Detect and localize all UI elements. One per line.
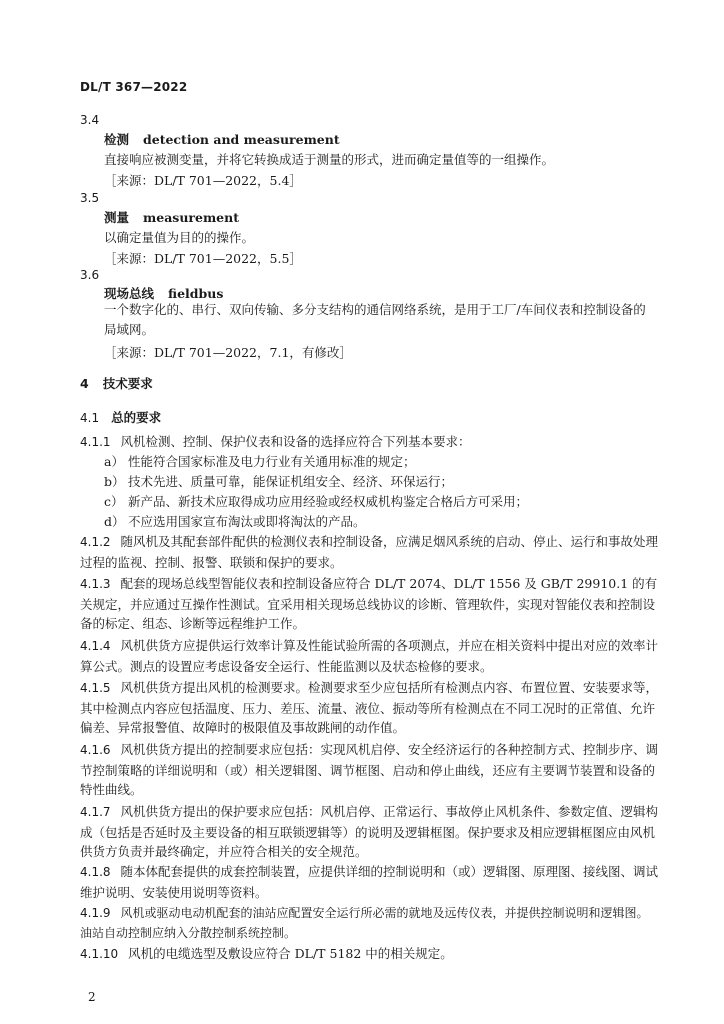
clause-4-1-3: 4.1.3 配套的现场总线型智能仪表和控制设备应符合 DL/T 2074、DL/T 1556 及 GB/T 29910.1 的有关规定，并应通过互操作性测试。宜采用相关现场总线协议的诊断、管理软件，实现对智能仪表和控制设备的标定、组态、诊断等远程维护工作。 xyxy=(80,576,658,631)
clause-4-1-8: 4.1.8 随本体配套提供的成套控制装置，应提供详细的控制说明和（或）逻辑图、原理图、接线图、调试维护说明、安装使用说明等资料。 xyxy=(80,864,659,900)
subsection-title: 总的要求 xyxy=(111,410,162,425)
term-en: detection and measurement xyxy=(143,132,340,147)
term-zh: 检测 xyxy=(104,132,130,147)
clause-4-1-1: 4.1.1 风机检测、控制、保护仪表和设备的选择应符合下列基本要求： xyxy=(80,434,471,449)
clause-4-1-6: 4.1.6 风机供货方提出的控制要求应包括：实现风机启停、安全经济运行的各种控制方式、控制步序、调节控制策略的详细说明和（或）相关逻辑图、调节框图、启动和停止曲线，还应有主要调节装置和设备的特性曲线。 xyxy=(80,742,659,797)
clause-4-1-5: 4.1.5 风机供货方提出风机的检测要求。检测要求至少应包括所有检测点内容、布置位置、安装要求等，其中检测点内容应包括温度、压力、差压、流量、液位、振动等所有检测点在不同工况时的正常值、允许偏差、异常报警值、故障时的极限值及事故跳闸的动作值。 xyxy=(80,680,659,735)
clause-text: 随本体配套提供的成套控制装置，应提供详细的控制说明和（或）逻辑图、原理图、接线图、调试维护说明、安装使用说明等资料。 xyxy=(80,864,659,900)
term-definition: 一个数字化的、串行、双向传输、多分支结构的通信网络系统，是用于工厂/车间仪表和控制设备的局域网。 xyxy=(104,302,646,337)
clause-text: 风机或驱动电动机配套的油站应配置安全运行所必需的就地及远传仪表，并提供控制说明和逻辑图。油站自动控制应纳入分散控制系统控制。 xyxy=(80,906,649,940)
clause-text: 风机供货方提出的保护要求应包括：风机启停、正常运行、事故停止风机条件、参数定值、逻辑构成（包括是否延时及主要设备的相互联锁逻辑等）的说明及逻辑框图。保护要求及相应逻辑框图应由风机供货方负责并最终确定，并应符合相关的安全规范。 xyxy=(80,804,659,859)
term-en: fieldbus xyxy=(168,286,224,301)
clause-4-1-2: 4.1.2 随风机及其配套部件配供的检测仪表和控制设备，应满足烟风系统的启动、停止、运行和事故处理过程的监视、控制、报警、联锁和保护的要求。 xyxy=(80,534,659,570)
term-number: 3.5 xyxy=(80,191,100,205)
term-number: 3.6 xyxy=(80,268,100,282)
term-zh: 现场总线 xyxy=(104,286,155,301)
clause-4-1-7: 4.1.7 风机供货方提出的保护要求应包括：风机启停、正常运行、事故停止风机条件、参数定值、逻辑构成（包括是否延时及主要设备的相互联锁逻辑等）的说明及逻辑框图。保护要求及相应逻辑框图应由风机供货方负责并最终确定，并应符合相关的安全规范。 xyxy=(80,804,659,859)
list-item: d） 不应选用国家宣布淘汰或即将淘汰的产品。 xyxy=(104,514,366,529)
subsection-heading xyxy=(80,408,161,426)
section-number: 4 xyxy=(80,376,89,391)
term-definition: 以确定量值为目的的操作。 xyxy=(104,230,255,245)
term-zh: 测量 xyxy=(104,210,130,225)
list-item: a） 性能符合国家标准及电力行业有关通用标准的规定； xyxy=(104,454,416,469)
clause-text: 随风机及其配套部件配供的检测仪表和控制设备，应满足烟风系统的启动、停止、运行和事故处理过程的监视、控制、报警、联锁和保护的要求。 xyxy=(80,534,659,570)
standard-code-header: DL/T 367—2022 xyxy=(80,80,188,94)
clause-text: 风机检测、控制、保护仪表和设备的选择应符合下列基本要求： xyxy=(120,434,471,449)
clause-text: 风机供货方提出的控制要求应包括：实现风机启停、安全经济运行的各种控制方式、控制步序、调节控制策略的详细说明和（或）相关逻辑图、调节框图、启动和停止曲线，还应有主要调节装置和设备的特性曲线。 xyxy=(80,742,659,797)
clause-text: 配套的现场总线型智能仪表和控制设备应符合 DL/T 2074、DL/T 1556 及 GB/T 29910.1 的有关规定，并应通过互操作性测试。宜采用相关现场总线协议的诊断、管理软件，实现对智能仪表和控制设备的标定、组态、诊断等远程维护工作。 xyxy=(80,576,658,631)
list-item: b） 技术先进、质量可靠，能保证机组安全、经济、环保运行； xyxy=(104,474,454,489)
page-number: 2 xyxy=(88,990,96,1004)
term-title xyxy=(104,208,239,226)
subsection-number: 4.1 xyxy=(80,411,100,425)
list-item: c） 新产品、新技术应取得成功应用经验或经权威机构鉴定合格后方可采用； xyxy=(104,494,529,509)
clause-text: 风机供货方应提供运行效率计算及性能试验所需的各项测点，并应在相关资料中提出对应的效率计算公式。测点的设置应考虑设备安全运行、性能监测以及状态检修的要求。 xyxy=(80,638,659,674)
clause-text: 风机供货方提出风机的检测要求。检测要求至少应包括所有检测点内容、布置位置、安装要求等，其中检测点内容应包括温度、压力、差压、流量、液位、振动等所有检测点在不同工况时的正常值、允许偏差、异常报警值、故障时的极限值及事故跳闸的动作值。 xyxy=(80,680,659,735)
term-number: 3.4 xyxy=(80,113,100,127)
clause-4-1-9: 4.1.9 风机或驱动电动机配套的油站应配置安全运行所必需的就地及远传仪表，并提供控制说明和逻辑图。油站自动控制应纳入分散控制系统控制。 xyxy=(80,906,649,940)
term-title xyxy=(104,130,340,148)
term-source: ［来源：DL/T 701—2022，5.4］ xyxy=(104,173,302,188)
section-heading xyxy=(80,374,153,392)
clause-4-1-10: 4.1.10 风机的电缆选型及敷设应符合 DL/T 5182 中的相关规定。 xyxy=(80,946,453,961)
section-title: 技术要求 xyxy=(102,376,153,391)
term-source: ［来源：DL/T 701—2022，7.1，有修改］ xyxy=(104,345,352,360)
clause-text: 风机的电缆选型及敷设应符合 DL/T 5182 中的相关规定。 xyxy=(128,946,453,961)
term-source: ［来源：DL/T 701—2022，5.5］ xyxy=(104,251,302,266)
clause-4-1-4: 4.1.4 风机供货方应提供运行效率计算及性能试验所需的各项测点，并应在相关资料中提出对应的效率计算公式。测点的设置应考虑设备安全运行、性能监测以及状态检修的要求。 xyxy=(80,638,659,674)
term-definition: 直接响应被测变量，并将它转换成适于测量的形式，进而确定量值等的一组操作。 xyxy=(104,152,555,167)
term-en: measurement xyxy=(143,210,239,225)
